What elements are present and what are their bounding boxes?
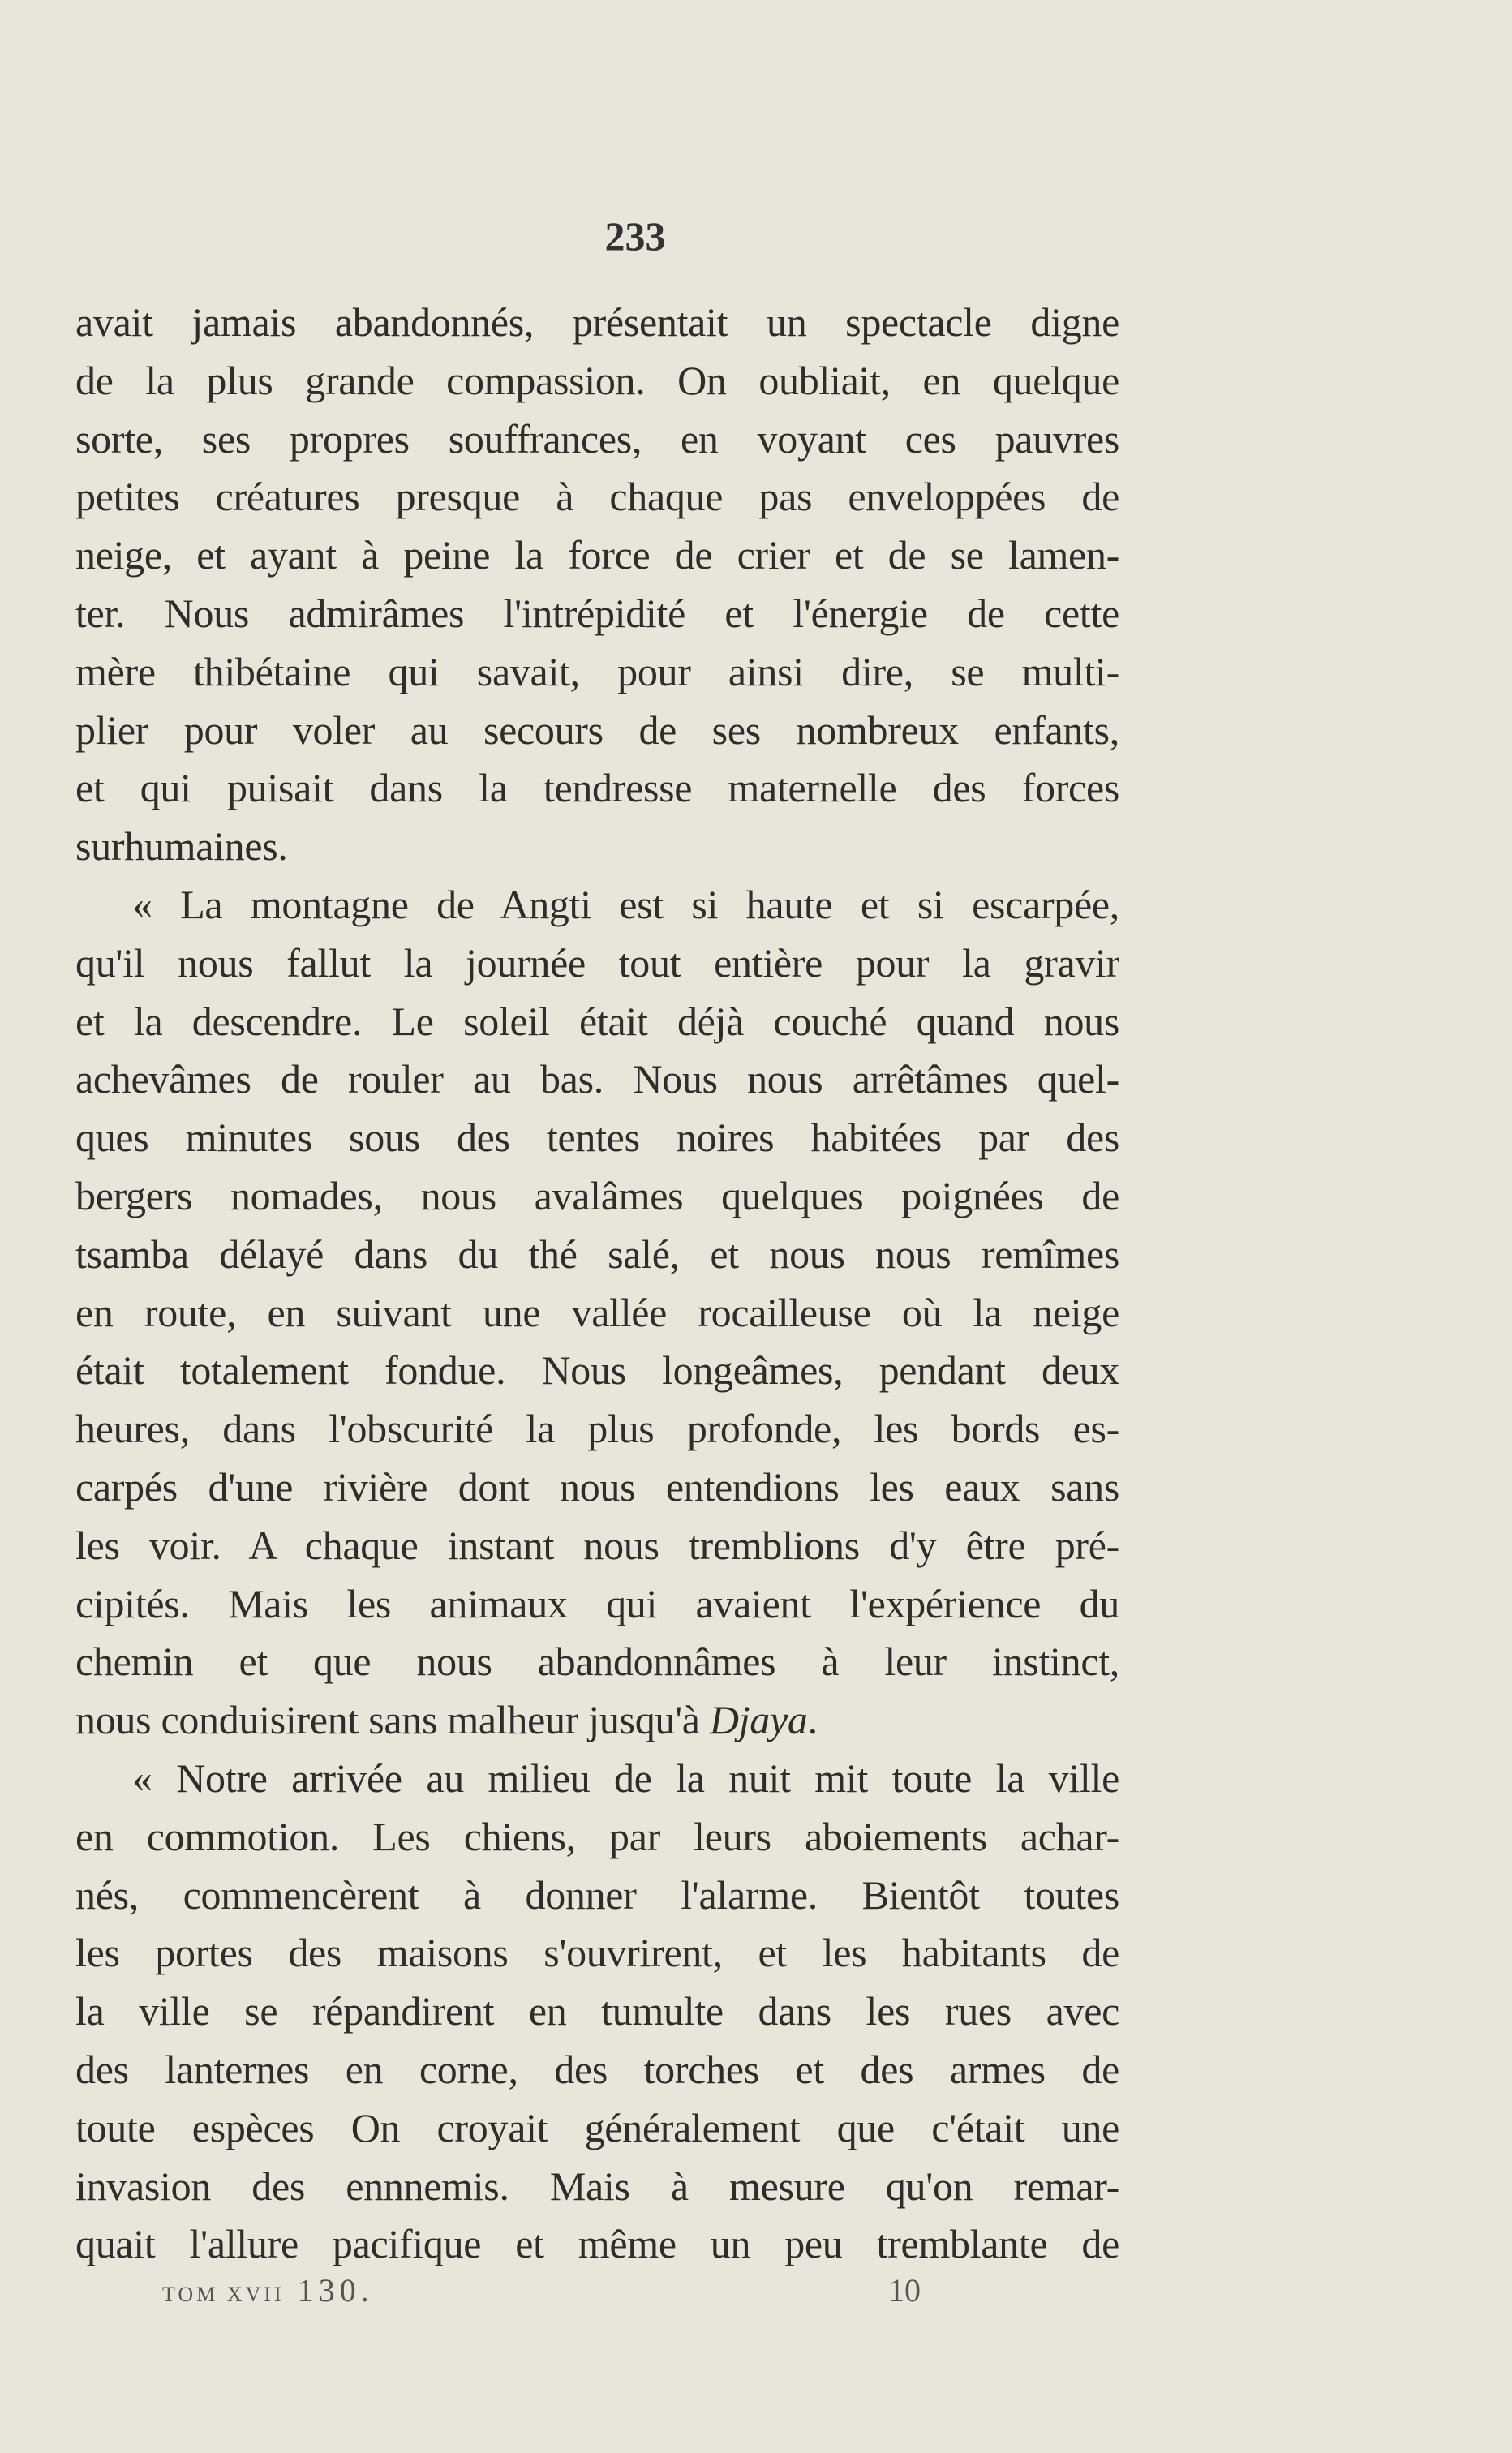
text-line-content: la ville se répandirent en tumulte dans les rues avec: [75, 1988, 1119, 2034]
text-line: [75, 2099, 1119, 2158]
text-line: [75, 1983, 1119, 2041]
text-line-content: de la plus grande compassion. On oubliait, en quelque: [75, 357, 1119, 403]
text-line: [75, 294, 1119, 352]
text-line-content: nous conduisirent sans malheur jusqu'à: [75, 1697, 710, 1743]
text-line-content: bergers nomades, nous avalâmes quelques poignées de: [75, 1172, 1119, 1218]
text-line: [75, 1808, 1119, 1867]
text-line: [75, 1400, 1119, 1458]
text-line-content: qu'il nous fallut la journée tout entière pour la gravir: [75, 939, 1119, 986]
text-line: [75, 1109, 1119, 1167]
text-line: [75, 1226, 1119, 1284]
signature-mark: [162, 2271, 374, 2309]
text-line: [75, 2041, 1119, 2099]
text-line-content: petites créatures presque à chaque pas enveloppées de: [75, 474, 1119, 520]
text-line-content: et la descendre. Le soleil était déjà couché quand nous: [75, 998, 1119, 1044]
text-line: [75, 1750, 1119, 1808]
text-line: [75, 1867, 1119, 1925]
text-line: [75, 702, 1119, 760]
text-line-content: en commotion. Les chiens, par leurs aboiements achar-: [75, 1813, 1119, 1859]
text-line: [75, 1691, 1119, 1750]
text-line: [75, 526, 1119, 585]
text-line: [75, 585, 1119, 643]
text-line-content: chemin et que nous abandonnâmes à leur instinct,: [75, 1639, 1119, 1685]
text-line-content: toute espèces On croyait généralement que c'était une: [75, 2104, 1119, 2150]
text-line: [75, 759, 1119, 818]
text-line-content: tsamba délayé dans du thé salé, et nous nous remîmes: [75, 1231, 1119, 1277]
text-line: [75, 1924, 1119, 1983]
text-line-content: en route, en suivant une vallée rocailleuse où la neige: [75, 1289, 1119, 1335]
text-line: [75, 993, 1119, 1051]
signature-number: 130.: [297, 2272, 374, 2309]
text-line: [75, 352, 1119, 410]
text-line-content: mère thibétaine qui savait, pour ainsi dire, se multi-: [75, 648, 1119, 694]
text-line-content: et qui puisait dans la tendresse maternelle des forces: [75, 765, 1119, 811]
text-line: [75, 643, 1119, 702]
text-line: [75, 2158, 1119, 2216]
place-name: Djaya: [709, 1697, 808, 1743]
text-line: [75, 1050, 1119, 1109]
text-line: [75, 410, 1119, 469]
text-line-content: invasion des ennnemis. Mais à mesure qu'on remar-: [75, 2163, 1119, 2209]
text-line: [75, 934, 1119, 993]
text-line-content: plier pour voler au secours de ses nombreux enfants,: [75, 707, 1119, 753]
text-line: [75, 818, 1119, 876]
text-line-content: « Notre arrivée au milieu de la nuit mit toute la ville: [132, 1755, 1119, 1801]
text-line-content: sorte, ses propres souffrances, en voyant ces pauvres: [75, 415, 1119, 462]
page-number: 233: [604, 213, 666, 259]
text-line-content: surhumaines.: [75, 823, 288, 870]
text-line: [75, 468, 1119, 526]
text-line-content: neige, et ayant à peine la force de crier et de se lamen-: [75, 532, 1119, 578]
text-line-content: avait jamais abandonnés, présentait un spectacle digne: [75, 299, 1119, 345]
text-line-content: ter. Nous admirâmes l'intrépidité et l'énergie de cette: [75, 590, 1119, 636]
text-line: [75, 1575, 1119, 1634]
text-line: [75, 1633, 1119, 1691]
text-line-content: ques minutes sous des tentes noires habitées par des: [75, 1115, 1119, 1161]
text-line: [75, 876, 1119, 934]
text-line: [75, 1284, 1119, 1342]
text-line: [75, 1458, 1119, 1517]
text-line-content: carpés d'une rivière dont nous entendions les eaux sans: [75, 1463, 1119, 1510]
text-line: [75, 1342, 1119, 1400]
text-line: [75, 1517, 1119, 1575]
punctuation: .: [807, 1697, 818, 1743]
text-line-content: nés, commencèrent à donner l'alarme. Bientôt toutes: [75, 1871, 1119, 1918]
signature-prefix: TOM XVII: [162, 2283, 285, 2306]
text-line-content: heures, dans l'obscurité la plus profonde, les bords es-: [75, 1406, 1119, 1452]
text-line: [75, 1167, 1119, 1226]
text-line-content: était totalement fondue. Nous longeâmes, pendant deux: [75, 1347, 1119, 1394]
text-line: [75, 2215, 1119, 2274]
text-line-content: les voir. A chaque instant nous tremblions d'y être pré-: [75, 1522, 1119, 1568]
text-line-content: achevâmes de rouler au bas. Nous nous arrêtâmes quel-: [75, 1056, 1119, 1102]
text-line-content: « La montagne de Angti est si haute et si escarpée,: [132, 881, 1119, 927]
body-text: [75, 294, 1119, 2274]
text-line-content: des lanternes en corne, des torches et des armes de: [75, 2046, 1119, 2092]
text-line-content: quait l'allure pacifique et même un peu tremblante de: [75, 2221, 1119, 2267]
gathering-number: 10: [888, 2272, 921, 2309]
page-footer: [0, 2271, 1512, 2320]
text-line-content: cipités. Mais les animaux qui avaient l'expérience du: [75, 1580, 1119, 1626]
text-line-content: les portes des maisons s'ouvrirent, et les habitants de: [75, 1930, 1119, 1976]
